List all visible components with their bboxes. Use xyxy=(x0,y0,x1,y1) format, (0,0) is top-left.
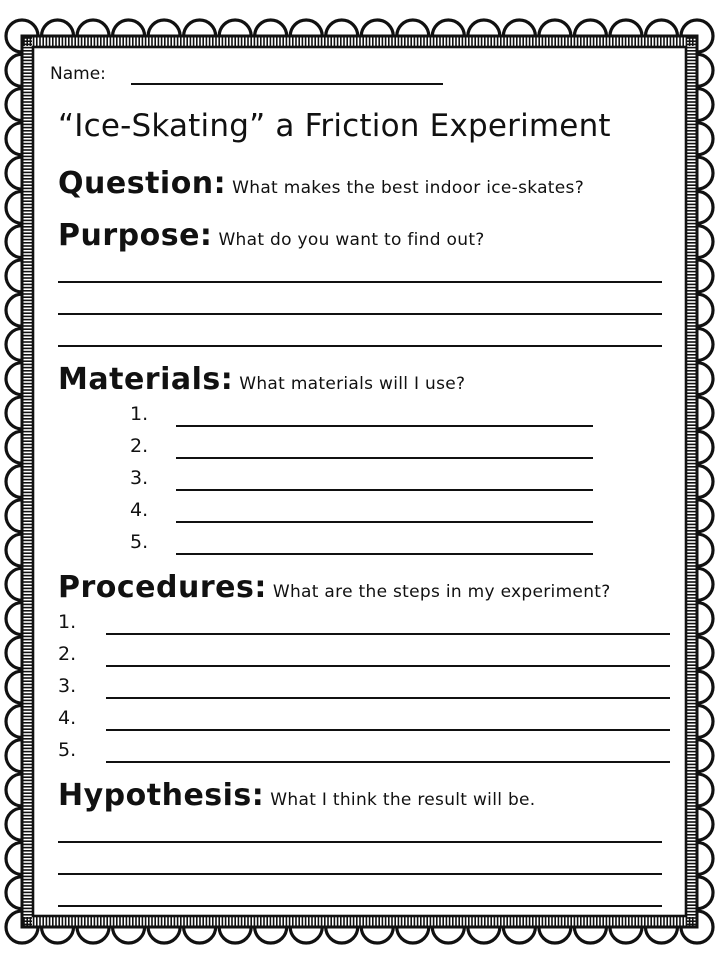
hypothesis-section xyxy=(58,778,536,813)
materials-number: 2. xyxy=(130,435,149,457)
hypothesis-answer-line[interactable] xyxy=(58,905,662,907)
materials-answer-line[interactable] xyxy=(176,457,593,459)
procedures-number: 2. xyxy=(58,643,77,665)
hypothesis-answer-line[interactable] xyxy=(58,873,662,875)
purpose-answer-line[interactable] xyxy=(58,345,662,347)
name-label: Name: xyxy=(50,64,106,84)
purpose-prompt: What do you want to find out? xyxy=(218,230,485,250)
hypothesis-prompt: What I think the result will be. xyxy=(270,790,536,810)
materials-number: 5. xyxy=(130,531,149,553)
procedures-number: 4. xyxy=(58,707,77,729)
procedures-number: 1. xyxy=(58,611,77,633)
materials-prompt: What materials will I use? xyxy=(239,374,466,394)
materials-heading: Materials: xyxy=(58,362,234,397)
procedures-answer-line[interactable] xyxy=(106,665,670,667)
materials-answer-line[interactable] xyxy=(176,521,593,523)
hypothesis-heading: Hypothesis: xyxy=(58,778,265,813)
procedures-answer-line[interactable] xyxy=(106,697,670,699)
purpose-heading: Purpose: xyxy=(58,218,213,253)
purpose-section xyxy=(58,218,485,253)
procedures-heading: Procedures: xyxy=(58,570,267,605)
procedures-answer-line[interactable] xyxy=(106,761,670,763)
procedures-number: 5. xyxy=(58,739,77,761)
name-field[interactable] xyxy=(131,83,443,85)
procedures-section xyxy=(58,570,611,605)
materials-answer-line[interactable] xyxy=(176,489,593,491)
procedures-answer-line[interactable] xyxy=(106,633,670,635)
materials-answer-line[interactable] xyxy=(176,425,593,427)
procedures-prompt: What are the steps in my experiment? xyxy=(272,582,611,602)
question-section xyxy=(58,166,584,201)
purpose-answer-line[interactable] xyxy=(58,281,662,283)
procedures-number: 3. xyxy=(58,675,77,697)
materials-answer-line[interactable] xyxy=(176,553,593,555)
materials-number: 4. xyxy=(130,499,149,521)
hypothesis-answer-line[interactable] xyxy=(58,841,662,843)
purpose-answer-line[interactable] xyxy=(58,313,662,315)
materials-number: 3. xyxy=(130,467,149,489)
materials-number: 1. xyxy=(130,403,149,425)
materials-section xyxy=(58,362,465,397)
question-prompt: What makes the best indoor ice-skates? xyxy=(232,178,585,198)
procedures-answer-line[interactable] xyxy=(106,729,670,731)
question-heading: Question: xyxy=(58,166,227,201)
page-title: “Ice-Skating” a Friction Experiment xyxy=(58,108,611,144)
